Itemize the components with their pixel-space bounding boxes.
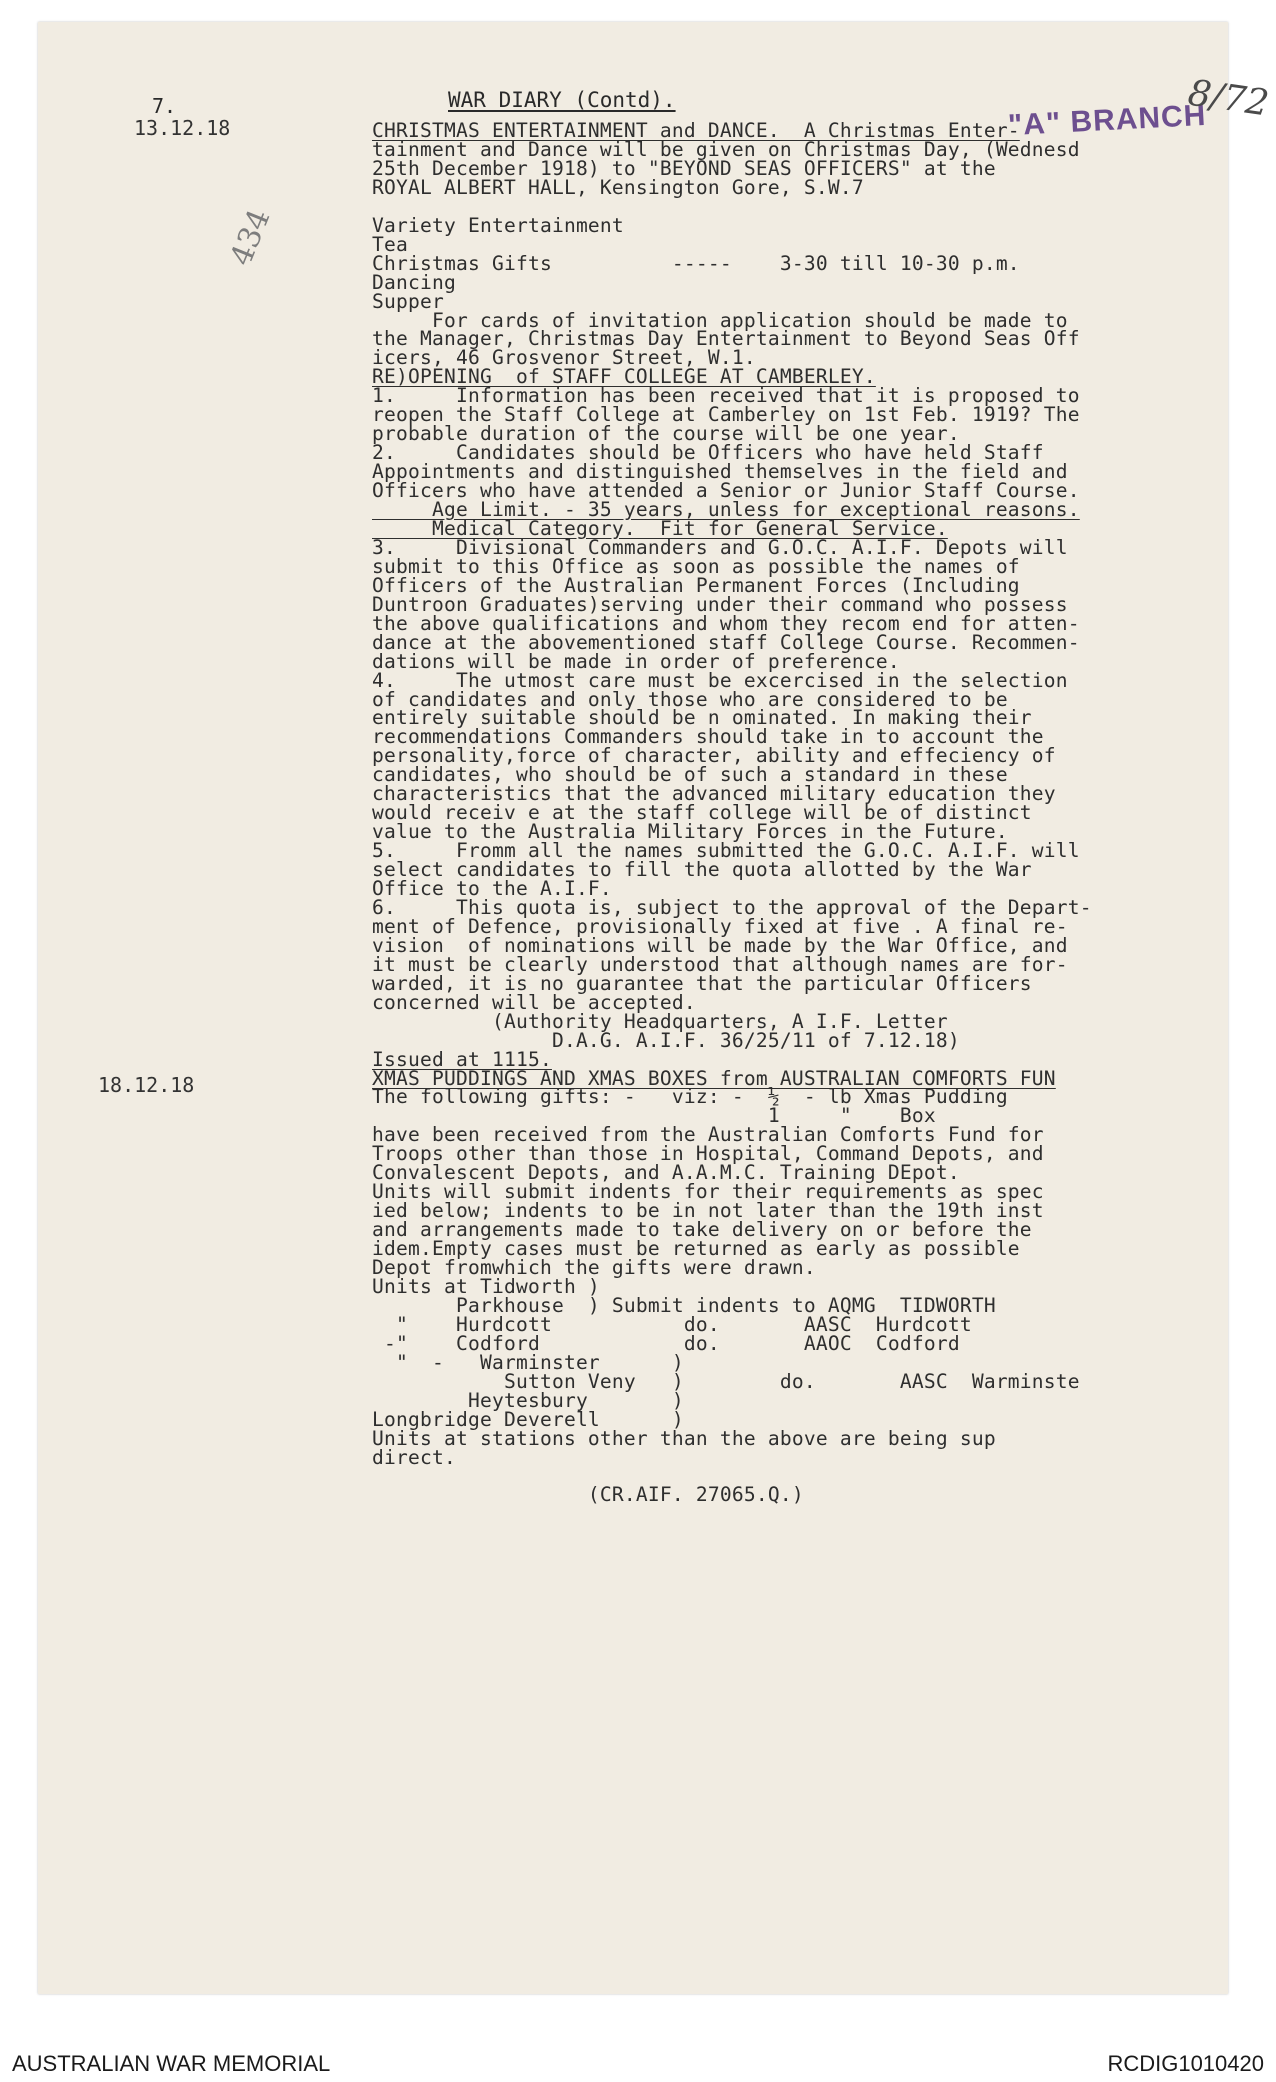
- doc-line: 1. Information has been received that it is proposed to: [372, 384, 1080, 408]
- doc-line: (Authority Headquarters, A I.F. Letter: [372, 1009, 948, 1033]
- doc-line: Units at Tidworth ): [372, 1274, 600, 1298]
- doc-line: XMAS PUDDINGS AND XMAS BOXES from AUSTRALIAN COMFORTS FUN: [372, 1066, 1056, 1090]
- doc-line: icers, 46 Grosvenor Street, W.1.: [372, 346, 756, 370]
- doc-line: direct.: [372, 1445, 456, 1469]
- doc-line: of candidates and only those who are considered to be: [372, 687, 1008, 711]
- doc-line: the Manager, Christmas Day Entertainment to Beyond Seas Off: [372, 327, 1080, 351]
- doc-line: Medical Category. Fit for General Service.: [372, 516, 948, 540]
- doc-line: Christmas Gifts ----- 3-30 till 10-30 p.m.: [372, 251, 1020, 275]
- doc-line: it must be clearly understood that although names are for-: [372, 952, 1068, 976]
- doc-line: " Hurdcott do. AASC Hurdcott: [372, 1312, 972, 1336]
- doc-line: Officers of the Australian Permanent Forces (Including: [372, 573, 1020, 597]
- doc-line: RE)OPENING of STAFF COLLEGE AT CAMBERLEY.: [372, 365, 876, 389]
- diary-title: WAR DIARY (Contd).: [448, 88, 676, 112]
- doc-line: D.A.G. A.I.F. 36/25/11 of 7.12.18): [372, 1028, 960, 1052]
- doc-line: personality,force of character, ability and effeciency of: [372, 744, 1056, 768]
- doc-line: dance at the abovementioned staff College Course. Recommen-: [372, 630, 1080, 654]
- doc-line: Longbridge Deverell ): [372, 1407, 684, 1431]
- doc-line: would receiv e at the staff college will be of distinct: [372, 801, 1032, 825]
- doc-line: ied below; indents to be in not later than the 19th inst: [372, 1199, 1044, 1223]
- doc-line: the above qualifications and whom they recom end for atten-: [372, 611, 1080, 635]
- doc-line: CHRISTMAS ENTERTAINMENT and DANCE. A Christmas Enter-: [372, 119, 1020, 142]
- doc-line: Appointments and distinguished themselves in the field and: [372, 460, 1068, 484]
- doc-line: Depot fromwhich the gifts were drawn.: [372, 1256, 816, 1279]
- doc-line: Office to the A.I.F.: [372, 877, 612, 900]
- doc-line: ROYAL ALBERT HALL, Kensington Gore, S.W.7: [372, 175, 864, 199]
- doc-line: and arrangements made to take delivery on or before the: [372, 1218, 1032, 1242]
- doc-line: recommendations Commanders should take in to account the: [372, 725, 1044, 749]
- doc-line: -" Codford do. AAOC Codford: [372, 1331, 960, 1355]
- doc-line: have been received from the Australian Comforts Fund for: [372, 1123, 1044, 1147]
- doc-line: 6. This quota is, subject to the approval of the Depart-: [372, 895, 1092, 919]
- doc-line: Parkhouse ) Submit indents to AQMG TIDWORTH: [372, 1293, 996, 1317]
- doc-line: 3. Divisional Commanders and G.O.C. A.I.F. Depots will: [372, 535, 1068, 559]
- folio-number: 8/72: [1185, 72, 1272, 125]
- doc-line: value to the Australia Military Forces in the Future.: [372, 820, 1008, 844]
- doc-line: 2. Candidates should be Officers who have held Staff: [372, 441, 1044, 465]
- doc-line: warded, it is no guarantee that the particular Officers: [372, 971, 1032, 995]
- doc-line: dations will be made in order of preference.: [372, 649, 900, 673]
- doc-line: 1 " Box: [372, 1104, 936, 1128]
- doc-line: The following gifts: - viz: - ½ - lb Xmas Pudding: [372, 1085, 1008, 1109]
- doc-line: Age Limit. - 35 years, unless for exceptional reasons.: [372, 498, 1080, 521]
- footer-record-id: RCDIG1010420: [1107, 2051, 1264, 2076]
- doc-line: reopen the Staff College at Camberley on 1st Feb. 1919? The: [372, 403, 1080, 427]
- doc-line: Issued at 1115.: [372, 1047, 552, 1071]
- doc-line: For cards of invitation application should be made to: [372, 308, 1068, 332]
- doc-line: concerned will be accepted.: [372, 990, 696, 1014]
- doc-line: Officers who have attended a Senior or Junior Staff Course.: [372, 479, 1080, 503]
- margin-date-1: 13.12.18: [134, 116, 231, 140]
- doc-line: Supper: [372, 289, 444, 313]
- doc-line: Heytesbury ): [372, 1388, 684, 1412]
- doc-line: Units at stations other than the above are being sup: [372, 1426, 996, 1450]
- doc-line: characteristics that the advanced military education they: [372, 782, 1056, 806]
- branch-stamp: "A" BRANCH: [1007, 98, 1208, 143]
- doc-line: ment of Defence, provisionally fixed at five . A final re-: [372, 914, 1068, 938]
- pencil-annotation: 434: [223, 204, 278, 271]
- doc-line: vision of nominations will be made by the War Office, and: [372, 933, 1068, 957]
- margin-date-2: 18.12.18: [98, 1073, 195, 1097]
- doc-line: Units will submit indents for their requirements as spec: [372, 1180, 1044, 1204]
- doc-line: Sutton Veny ) do. AASC Warminste: [372, 1369, 1080, 1393]
- doc-line: submit to this Office as soon as possible the names of: [372, 554, 1020, 578]
- doc-line: 25th December 1918) to "BEYOND SEAS OFFICERS" at the: [372, 156, 996, 180]
- doc-line: probable duration of the course will be one year.: [372, 422, 960, 446]
- doc-line: Troops other than those in Hospital, Command Depots, and: [372, 1142, 1044, 1166]
- doc-line: Variety Entertainment: [372, 213, 624, 237]
- doc-line: Tea: [372, 232, 408, 256]
- doc-line: 5. Fromm all the names submitted the G.O.C. A.I.F. will: [372, 839, 1080, 863]
- doc-line: Convalescent Depots, and A.A.M.C. Training DEpot.: [372, 1161, 960, 1185]
- doc-line: 4. The utmost care must be excercised in the selection: [372, 668, 1068, 692]
- doc-line: Dancing: [372, 270, 456, 294]
- doc-line: (CR.AIF. 27065.Q.): [372, 1483, 804, 1507]
- doc-line: entirely suitable should be n ominated. In making their: [372, 706, 1032, 730]
- doc-line: tainment and Dance will be given on Christmas Day, (Wednesd: [372, 137, 1080, 161]
- page-number: 7.: [152, 94, 177, 118]
- doc-line: " - Warminster ): [372, 1350, 684, 1374]
- footer-institution: AUSTRALIAN WAR MEMORIAL: [12, 2051, 331, 2076]
- doc-line: select candidates to fill the quota allotted by the War: [372, 858, 1032, 882]
- doc-line: Duntroon Graduates)serving under their command who possess: [372, 592, 1068, 616]
- doc-line: idem.Empty cases must be returned as early as possible: [372, 1237, 1020, 1261]
- document-page: [38, 22, 1272, 1994]
- doc-line: candidates, who should be of such a standard in these: [372, 763, 1008, 787]
